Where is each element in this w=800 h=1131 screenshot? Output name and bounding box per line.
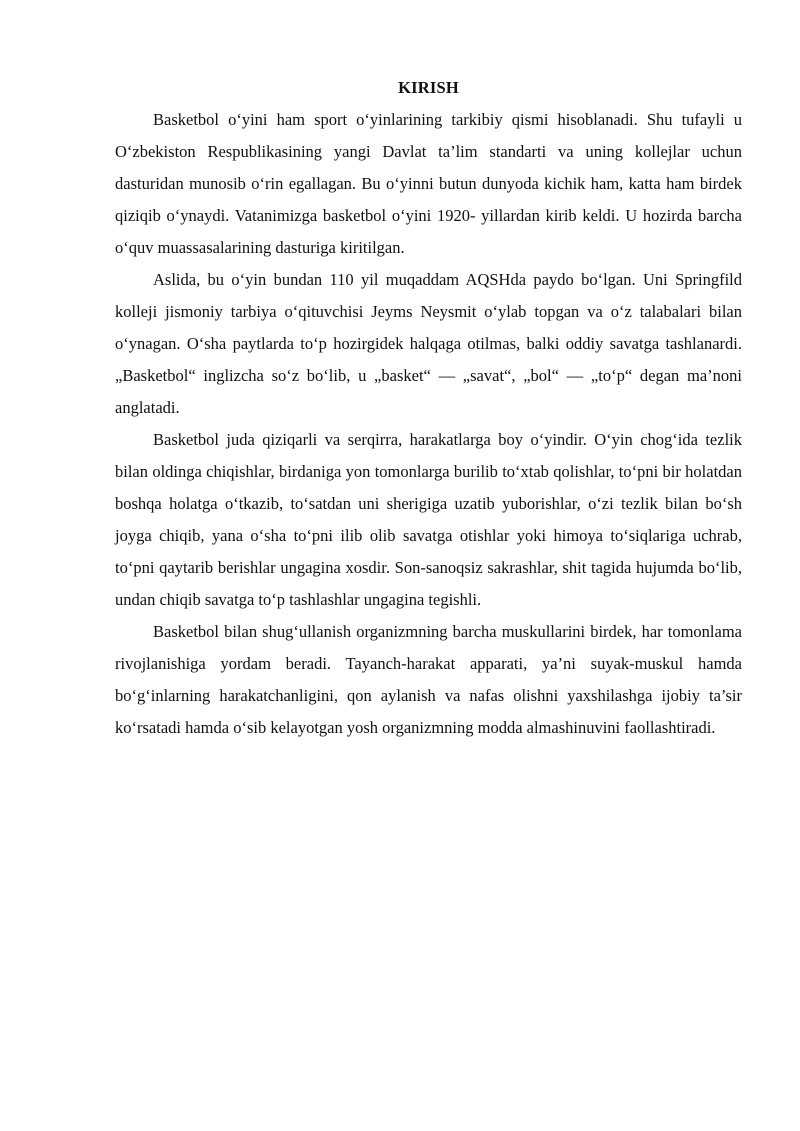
page-title: KIRISH xyxy=(398,78,459,97)
paragraph-3: Basketbol juda qiziqarli va serqirra, harakatlarga boy o‘yindir. O‘yin chog‘ida tezlik bilan oldinga chiqishlar, birdaniga yon tomonlarga burilib to‘xtab qolishlar, to‘pni bir holatdan boshqa holatga o‘tkazib, to‘satdan uni sherigiga uzatib yuborishlar, o‘zi tezlik bilan bo‘sh joyga chiqib, yana o‘sha to‘pni ilib olib savatga otishlar yoki himoya to‘siqlariga uchrab, to‘pni qaytarib berishlar ungagina xosdir. Son-sanoqsiz sakrashlar, shit tagida hujumda bo‘lib, undan chiqib savatga to‘p tashlashlar ungagina tegishli. xyxy=(115,430,742,609)
paragraph-1: Basketbol o‘yini ham sport o‘yinlarining tarkibiy qismi hisoblanadi. Shu tufayli u O‘zbekiston Respublikasining yangi Davlat ta’lim standarti va uning kollejlar uchun dasturidan munosib o‘rin egallagan. Bu o‘yinni butun dunyoda kichik ham, katta ham birdek qiziqib o‘ynaydi. Vatanimizga basketbol o‘yini 1920- yillardan kirib keldi. U hozirda barcha o‘quv muassasalarining dasturiga kiritilgan. xyxy=(115,110,742,257)
paragraph-2: Aslida, bu o‘yin bundan 110 yil muqaddam AQSHda paydo bo‘lgan. Uni Springfild kolleji jismoniy tarbiya o‘qituvchisi Jeyms Neysmit o‘ylab topgan va o‘z talabalari bilan o‘ynagan. O‘sha paytlarda to‘p hozirgidek halqaga otilmas, balki oddiy savatga tashlanardi. „Basketbol“ inglizcha so‘z bo‘lib, u „basket“ — „savat“, „bol“ — „to‘p“ degan ma’noni anglatadi. xyxy=(115,270,742,417)
paragraph-4: Basketbol bilan shug‘ullanish organizmning barcha muskullarini birdek, har tomonlama rivojlanishiga yordam beradi. Tayanch-harakat apparati, ya’ni suyak-muskul hamda bo‘g‘inlarning harakatchanligini, qon aylanish va nafas olishni yaxshilashga ijobiy ta’sir ko‘rsatadi hamda o‘sib kelayotgan yosh organizmning modda almashinuvini faollashtiradi. xyxy=(115,622,742,737)
